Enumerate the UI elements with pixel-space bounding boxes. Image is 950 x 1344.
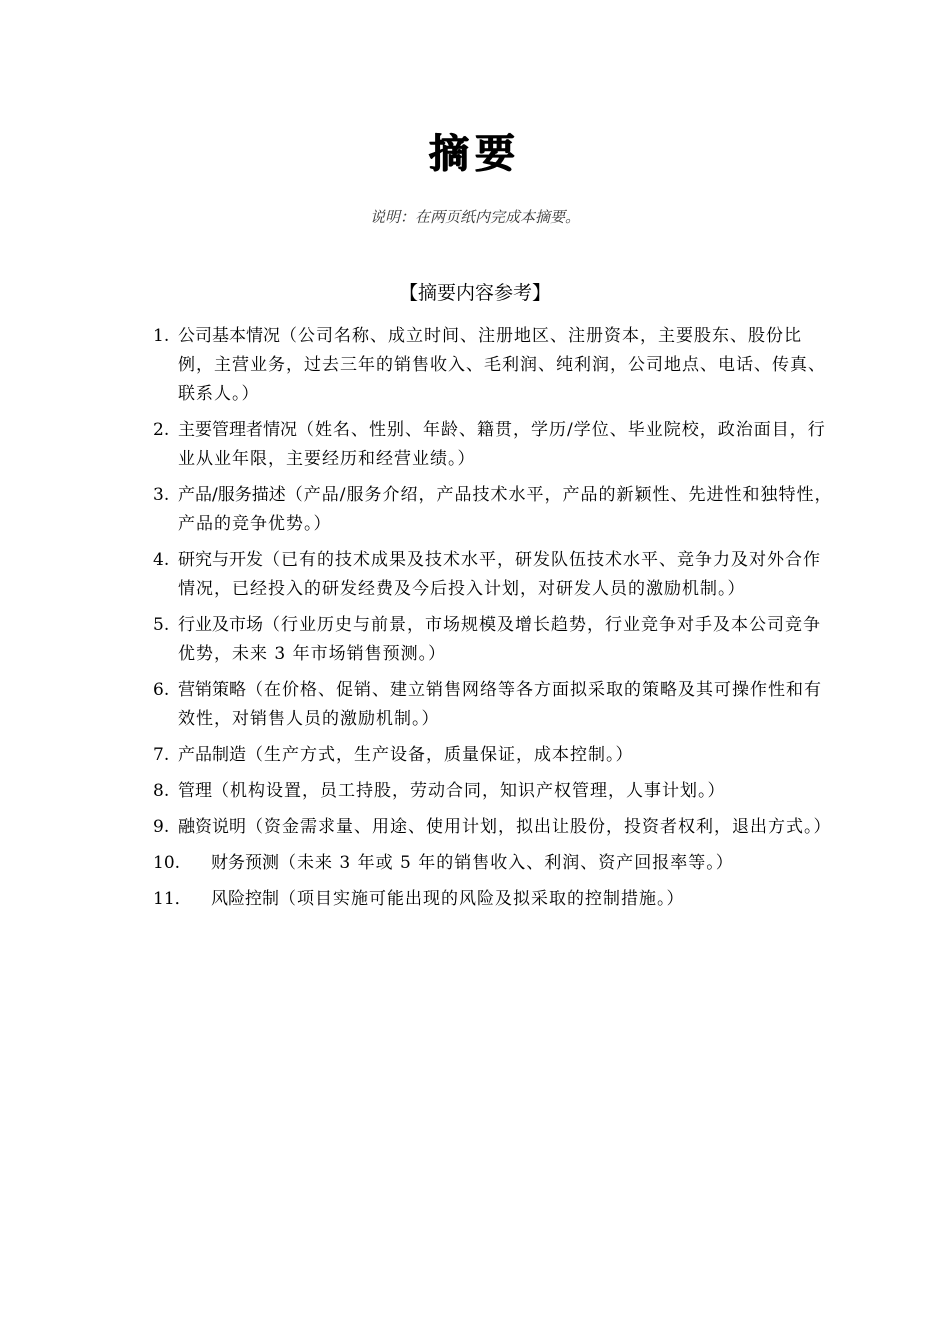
item-label: 产品/服务描述 [178, 485, 286, 505]
item-detail: （在价格、促销、建立销售网络等各方面拟采取的策略及其可操作性和有效性，对销售人员的激励机制。） [178, 680, 822, 729]
page-title: 摘要 [429, 131, 521, 177]
list-item [153, 481, 833, 539]
item-number: 11． [153, 889, 192, 909]
item-label: 公司基本情况 [178, 326, 280, 346]
instruction-note: 说明：在两页纸内完成本摘要。 [369, 208, 580, 226]
item-label: 研究与开发 [178, 550, 263, 570]
item-detail: （项目实施可能出现的风险及拟采取的控制措施。） [279, 889, 685, 909]
item-detail: （姓名、性别、年龄、籍贯，学历/学位、毕业院校，政治面目，行业从业年限，主要经历和经营业绩。） [178, 420, 826, 469]
item-label: 财务预测 [211, 853, 279, 873]
item-number: 9. [153, 817, 170, 837]
item-label: 产品制造 [178, 745, 246, 765]
item-number: 4. [153, 550, 170, 570]
item-number: 7. [153, 745, 170, 765]
item-detail: （产品/服务介绍，产品技术水平，产品的新颖性、先进性和独特性，产品的竞争优势。） [178, 485, 833, 534]
item-number: 6. [153, 680, 170, 700]
item-label: 风险控制 [211, 889, 279, 909]
item-number: 2. [153, 420, 170, 440]
item-number: 8. [153, 781, 170, 801]
item-label: 融资说明 [178, 817, 246, 837]
list-item [153, 322, 833, 409]
list-item [153, 416, 833, 474]
item-detail: （机构设置，员工持股，劳动合同，知识产权管理，人事计划。） [212, 781, 726, 801]
section-heading: 【摘要内容参考】 [398, 282, 551, 304]
list-item [153, 611, 833, 669]
list-item [153, 676, 833, 734]
item-number: 5. [153, 615, 170, 635]
summary-content-list [153, 322, 833, 921]
item-detail: （已有的技术成果及技术水平，研发队伍技术水平、竞争力及对外合作情况，已经投入的研发经费及今后投入计划，对研发人员的激励机制。） [178, 550, 821, 599]
list-item [153, 849, 833, 878]
list-item [153, 885, 833, 914]
item-label: 管理 [178, 781, 212, 801]
item-number: 1. [153, 326, 170, 346]
item-detail: （资金需求量、用途、使用计划，拟出让股份，投资者权利，退出方式。） [246, 817, 832, 837]
item-detail: （行业历史与前景，市场规模及增长趋势，行业竞争对手及本公司竞争优势，未来 3 年市场销售预测。） [178, 615, 821, 664]
item-label: 行业及市场 [178, 615, 263, 635]
item-detail: （生产方式，生产设备，质量保证，成本控制。） [246, 745, 634, 765]
item-detail: （公司名称、成立时间、注册地区、注册资本，主要股东、股份比例，主营业务，过去三年的销售收入、毛利润、纯利润，公司地点、电话、传真、联系人。） [178, 326, 826, 404]
item-label: 营销策略 [178, 680, 246, 700]
list-item [153, 777, 833, 806]
item-number: 10. [153, 853, 181, 873]
list-item [153, 813, 833, 842]
list-item [153, 546, 833, 604]
item-detail: （未来 3 年或 5 年的销售收入、利润、资产回报率等。） [279, 853, 734, 873]
list-item [153, 741, 833, 770]
item-label: 主要管理者情况 [178, 420, 297, 440]
item-number: 3. [153, 485, 170, 505]
